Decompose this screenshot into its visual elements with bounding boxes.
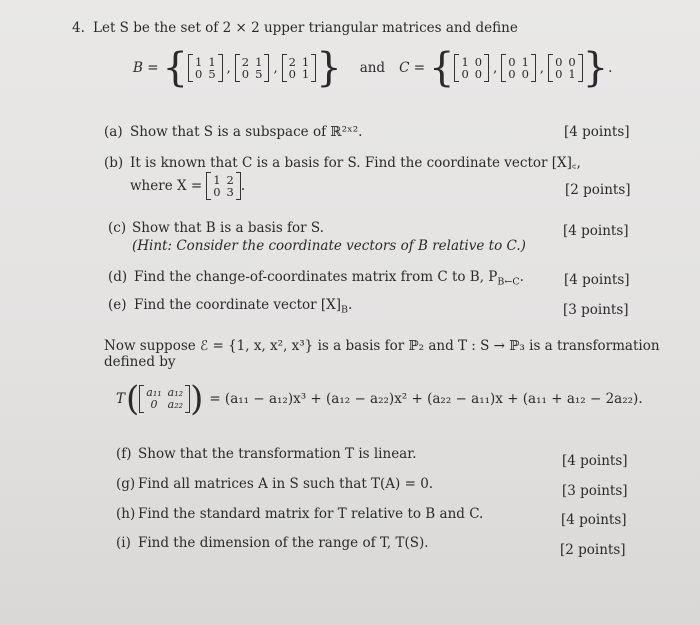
part-a-label: (a) [104,124,123,140]
question-intro: Let S be the set of 2 × 2 upper triangular matrices and define [93,20,518,36]
part-a-points: [4 points] [564,124,630,140]
part-e-text: Find the coordinate vector [X] [134,297,342,313]
part-g-label: (g) [116,476,136,492]
question-number: 4. [72,20,85,36]
part-h-points: [4 points] [561,512,627,528]
part-c-text: Show that B is a basis for S. [132,220,324,236]
part-f-text: Show that the transformation T is linear. [138,446,417,462]
b-matrix-2: 2 1 0 5 [235,54,270,82]
part-b-points: [2 points] [565,182,631,198]
part-e-label: (e) [108,297,127,313]
part-c-hint: (Hint: Consider the coordinate vectors of B relative to C.) [132,238,526,254]
set-definitions: B = { 1 1 0 5 , 2 1 0 5 , 2 1 0 1 } and C = { 1 0 0 0 , 0 1 0 0 , 0 0 0 1 } . [133,45,613,91]
right-brace: } [316,45,342,91]
part-i-points: [2 points] [560,542,626,558]
right-brace: } [582,45,609,91]
part-d-text: Find the change-of-coordinates matrix from C to B, P [134,269,498,285]
part-e-points: [3 points] [563,302,629,318]
t-definition: T ( a₁₁ a₁₂ 0 a₂₂ ) = (a₁₁ − a₁₂)x³ + (a₁₂ − a₂₂)x² + (a₂₂ − a₁₁)x + (a₁₁ + a₁₂ − 2a₂₂). [116,379,643,419]
where-x-label: where X = [130,178,203,194]
suppose-line-1: Now suppose ℰ = {1, x, x², x³} is a basis for ℙ₂ and T : S → ℙ₃ is a transformation [104,338,660,354]
part-h-label: (h) [116,506,136,522]
b-matrix-3: 2 1 0 1 [282,54,317,82]
part-f-label: (f) [116,446,132,462]
left-brace: { [429,45,455,91]
set-b-label: B = [133,60,159,76]
part-d-label: (d) [108,269,128,285]
part-d-points: [4 points] [564,272,630,288]
left-brace: { [162,45,188,91]
part-a-text: Show that S is a subspace of ℝ²ˣ². [130,124,363,140]
x-matrix: 1 2 0 3 [206,172,241,200]
part-c-points: [4 points] [563,223,629,239]
part-e-sub: B [341,304,348,316]
part-g-text: Find all matrices A in S such that T(A) = 0. [138,476,434,492]
part-b-where: where X = 1 2 0 3 . [130,173,246,199]
and-label: and [359,60,386,76]
t-formula: = (a₁₁ − a₁₂)x³ + (a₁₂ − a₂₂)x² + (a₂₂ − a₁₁)x + (a₁₁ + a₁₂ − 2a₂₂). [209,391,643,407]
part-d-sub: B←C [497,276,520,288]
part-c-label: (c) [108,220,127,236]
b-matrix-1: 1 1 0 5 [188,54,223,82]
part-f-points: [4 points] [562,453,628,469]
part-d-text-wrap: Find the change-of-coordinates matrix from C to B, $P_{B\leftarrow C}$. [134,269,524,288]
set-c-label: C = [399,60,426,76]
part-b-label: (b) [104,155,124,171]
part-e-text-wrap: Find the coordinate vector $[X]_B$. [134,297,353,316]
c-matrix-1: 1 0 0 0 [454,54,489,82]
c-matrix-2: 0 1 0 0 [501,54,536,82]
t-input-matrix: a₁₁ a₁₂ 0 a₂₂ [139,385,190,413]
c-matrix-3: 0 0 0 1 [548,54,583,82]
part-b-text: It is known that C is a basis for S. Find the coordinate vector [X]꜀, [130,155,581,171]
part-i-text: Find the dimension of the range of T, T(S). [138,535,429,551]
part-i-label: (i) [116,535,131,551]
part-g-points: [3 points] [562,483,628,499]
suppose-line-2: defined by [104,354,176,370]
part-h-text: Find the standard matrix for T relative to B and C. [138,506,484,522]
t-label: T [116,391,126,407]
